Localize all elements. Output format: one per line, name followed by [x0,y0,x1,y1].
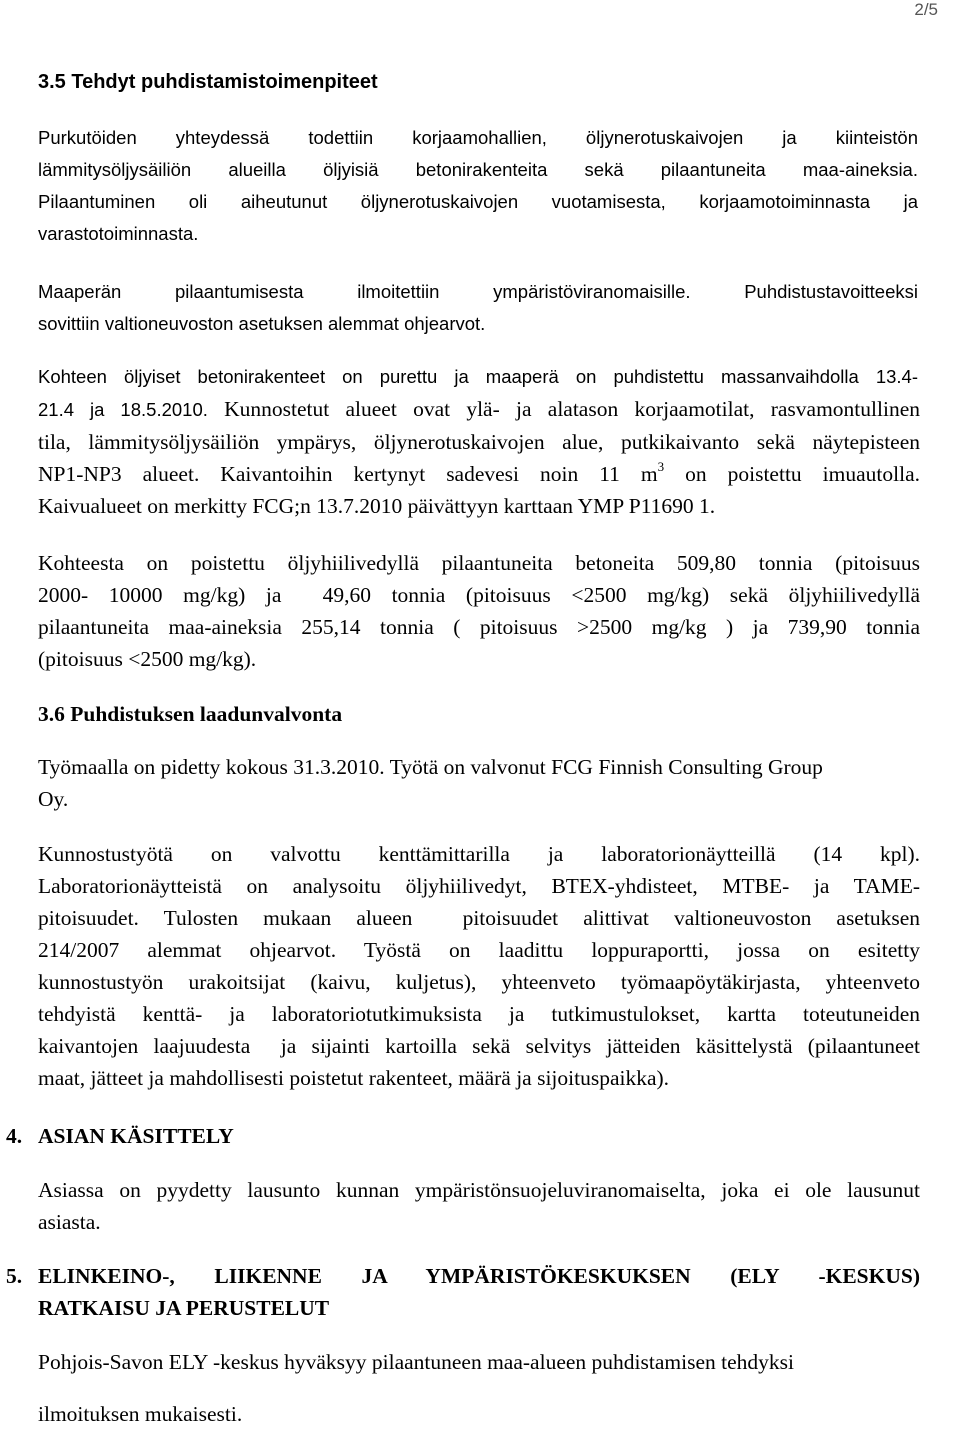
text-line: 214/2007 alemmat ohjearvot. Työstä on laadittu loppuraportti, jossa on esitetty [38,938,920,962]
text-line: kaivantojen laajuudesta ja sijainti kartoilla sekä selvitys jätteiden käsittelystä (pilaantuneet [38,1034,920,1058]
section-3-5-paragraph-3 [38,393,920,522]
text-line: maat, jätteet ja mahdollisesti poistetut rakenteet, määrä ja sijoituspaikka). [38,1066,670,1090]
heading-line: RATKAISU JA PERUSTELUT [38,1296,330,1320]
text-segment: NP1-NP3 alueet. Kaivantoihin kertynyt sadevesi noin 11 m [38,462,658,486]
text-line: Kohteesta on poistettu öljyhiilivedyllä pilaantuneita betoneita 509,80 tonnia (pitoisuus [38,551,920,575]
text-line: tila, lämmitysöljysäiliön ympärys, öljynerotuskaivojen alue, putkikaivanto sekä näytepisteen [38,430,920,454]
section-3-5-paragraph-1 [38,122,918,250]
text-line: lämmitysöljysäiliön alueilla öljyisiä betonirakenteita sekä pilaantuneita maa-aineksia. [38,159,918,180]
text-line-superscript [38,458,920,490]
page-number: 2/5 [914,0,938,19]
text-line: (pitoisuus <2500 mg/kg). [38,647,257,671]
superscript-3: 3 [657,459,665,474]
section-3-5-heading: 3.5 Tehdyt puhdistamistoimenpiteet [38,71,378,93]
section-4-paragraph [38,1174,920,1238]
section-4-number: 4. [6,1124,23,1148]
text-line: Oy. [38,787,69,811]
text-line: Maaperän pilaantumisesta ilmoitettiin ympäristöviranomaisille. Puhdistustavoitteeksi [38,281,918,302]
text-line-mixed [38,393,920,426]
text-line: pitoisuudet. Tulosten mukaan alueen pitoisuudet alittivat valtioneuvoston asetuksen [38,906,920,930]
text-line: 2000- 10000 mg/kg) ja 49,60 tonnia (pitoisuus <2500 mg/kg) sekä öljyhiilivedyllä [38,583,920,607]
text-line: Kohteen öljyiset betonirakenteet on purettu ja maaperä on puhdistettu massanvaihdolla 13.4- [38,366,918,387]
section-5-paragraph-continued [38,1398,920,1430]
text-line: Kaivualueet on merkitty FCG;n 13.7.2010 päivättyyn karttaan YMP P11690 1. [38,494,716,518]
section-5-number: 5. [6,1264,23,1288]
section-3-6-paragraph-1 [38,751,920,815]
section-5-heading [38,1260,920,1324]
heading-line: ELINKEINO-, LIIKENNE JA YMPÄRISTÖKESKUKSEN (ELY -KESKUS) [38,1264,920,1288]
text-line: kunnostustyön urakoitsijat (kaivu, kuljetus), yhteenveto työmaapöytäkirjasta, yhteenveto [38,970,920,994]
text-segment: on poistettu imuautolla. [664,462,920,486]
section-3-5-paragraph-3-line-1 [38,361,918,393]
text-line: Asiassa on pyydetty lausunto kunnan ympäristönsuojeluviranomaiselta, joka ei ole lausunut [38,1178,920,1202]
text-line: Pohjois-Savon ELY -keskus hyväksyy pilaantuneen maa-alueen puhdistamisen tehdyksi [38,1350,794,1374]
text-line: Laboratorionäytteistä on analysoitu öljyhiilivedyt, BTEX-yhdisteet, MTBE- ja TAME- [38,874,920,898]
text-line: Purkutöiden yhteydessä todettiin korjaamohallien, öljynerotuskaivojen ja kiinteistön [38,127,918,148]
text-line: Pilaantuminen oli aiheutunut öljynerotuskaivojen vuotamisesta, korjaamotoiminnasta ja [38,191,918,212]
text-line: Työmaalla on pidetty kokous 31.3.2010. Työtä on valvonut FCG Finnish Consulting Group [38,755,823,779]
text-segment-sans: 21.4 ja 18.5.2010. [38,399,208,420]
section-3-5-paragraph-4 [38,547,920,675]
text-line: asiasta. [38,1210,101,1234]
text-line: tehdyistä kenttä- ja laboratoriotutkimuksista ja tutkimustulokset, kartta toteutuneiden [38,1002,920,1026]
section-3-6-paragraph-2 [38,838,920,1094]
text-segment-serif: Kunnostetut alueet ovat ylä- ja alatason korjaamotilat, rasvamontullinen [224,397,920,421]
text-line: varastotoiminnasta. [38,223,199,244]
text-line: pilaantuneita maa-aineksia 255,14 tonnia ( pitoisuus >2500 mg/kg ) ja 739,90 tonnia [38,615,920,639]
text-line: Kunnostustyötä on valvottu kenttämittarilla ja laboratorionäytteillä (14 kpl). [38,842,920,866]
section-3-5-paragraph-2 [38,276,918,340]
section-3-6-heading: 3.6 Puhdistuksen laadunvalvonta [38,702,343,726]
text-line: sovittiin valtioneuvoston asetuksen alemmat ohjearvot. [38,313,486,334]
text-line: ilmoituksen mukaisesti. [38,1402,243,1426]
section-4-heading: ASIAN KÄSITTELY [38,1124,234,1148]
section-5-paragraph [38,1346,920,1378]
